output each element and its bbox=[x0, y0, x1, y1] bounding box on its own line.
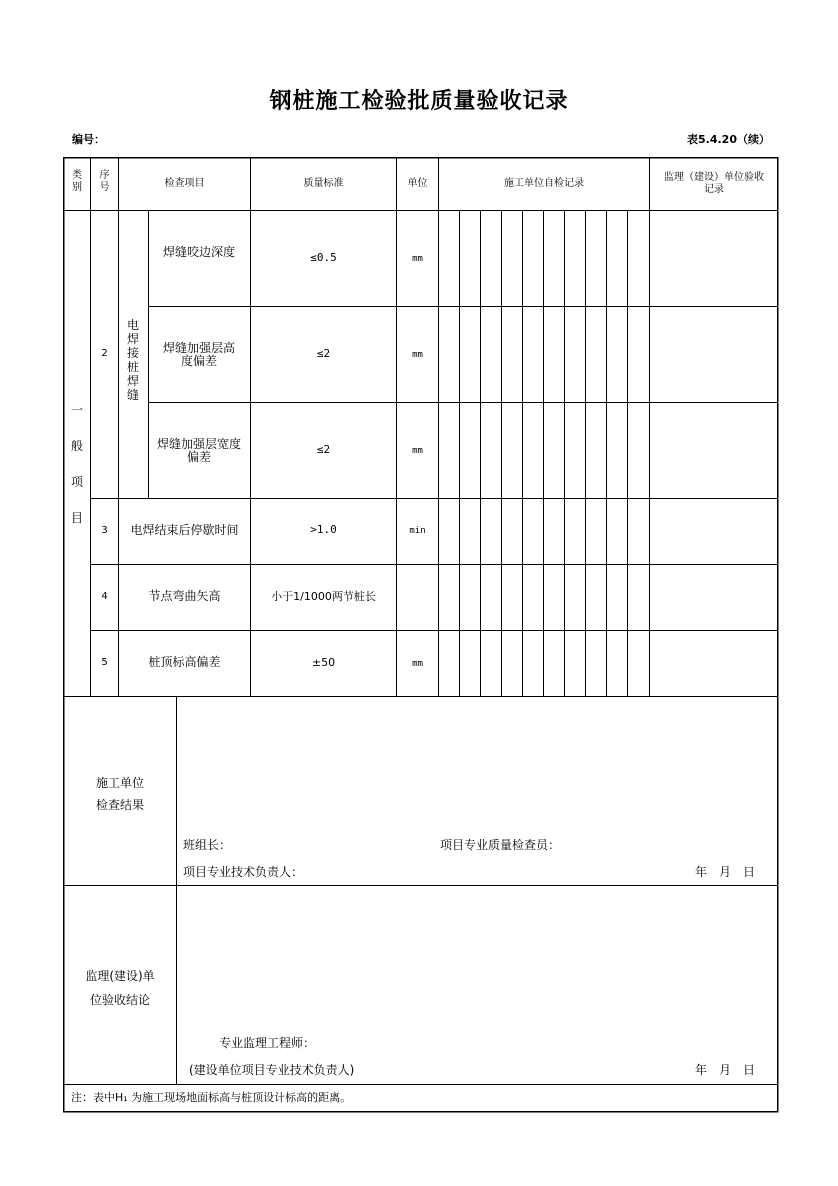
row-unit: mm bbox=[412, 254, 423, 264]
record-number-label: 编号： bbox=[72, 133, 105, 146]
header-unit: 单位 bbox=[407, 178, 428, 189]
owner-representative-label: (建设单位项目专业技术负责人) bbox=[189, 1063, 355, 1077]
row-seq: 2 bbox=[101, 348, 108, 359]
category-general: 一般项目 bbox=[70, 403, 83, 525]
row-item: 节点弯曲矢高 bbox=[148, 589, 221, 603]
row-standard: ≤0.5 bbox=[310, 251, 337, 264]
row-seq: 3 bbox=[101, 525, 108, 536]
tech-lead-label: 项目专业技术负责人： bbox=[183, 865, 304, 879]
footnote: 注：表中H₁ 为施工现场地面标高与桩顶设计标高的距离。 bbox=[71, 1091, 352, 1104]
header-self-check: 施工单位自检记录 bbox=[504, 178, 584, 189]
row-standard: ≤2 bbox=[316, 443, 331, 456]
row-standard: 小于1/1000两节桩长 bbox=[271, 590, 376, 603]
page-title: 钢桩施工检验批质量验收记录 bbox=[269, 89, 569, 114]
row-unit: mm bbox=[412, 659, 423, 669]
row-standard: ±50 bbox=[311, 656, 336, 669]
construction-date: 年 月 日 bbox=[695, 865, 756, 879]
header-seq: 序号 bbox=[99, 170, 110, 193]
row-unit: mm bbox=[412, 350, 423, 360]
row-unit: mm bbox=[412, 446, 423, 456]
row-item: 电焊结束后停歇时间 bbox=[130, 523, 239, 537]
weld-group-label: 电焊接桩焊缝 bbox=[126, 318, 139, 402]
supervision-date: 年 月 日 bbox=[695, 1063, 756, 1077]
supervising-engineer-label: 专业监理工程师： bbox=[219, 1036, 316, 1050]
row-standard: ≤2 bbox=[316, 347, 331, 360]
construction-result-label: 施工单位 检查结果 bbox=[95, 776, 144, 812]
row-item: 焊缝加强层宽度偏差 bbox=[156, 437, 241, 464]
quality-inspector-label: 项目专业质量检查员： bbox=[440, 838, 561, 852]
supervision-conclusion-label: 监理(建设)单 位验收结论 bbox=[85, 969, 155, 1007]
row-standard: >1.0 bbox=[310, 523, 337, 536]
header-category: 类别 bbox=[72, 170, 82, 193]
row-seq: 5 bbox=[101, 657, 108, 668]
header-supervision: 监理（建设）单位验收记录 bbox=[664, 172, 764, 195]
row-item: 焊缝加强层高度偏差 bbox=[162, 341, 235, 368]
row-seq: 4 bbox=[101, 591, 108, 602]
header-item: 检查项目 bbox=[164, 178, 205, 189]
row-item: 桩顶标高偏差 bbox=[148, 655, 221, 669]
row-item: 焊缝咬边深度 bbox=[162, 245, 235, 259]
header-standard: 质量标准 bbox=[303, 178, 344, 189]
row-unit: min bbox=[409, 526, 426, 536]
team-leader-label: 班组长： bbox=[183, 838, 232, 852]
table-reference: 表5.4.20（续） bbox=[687, 133, 770, 146]
